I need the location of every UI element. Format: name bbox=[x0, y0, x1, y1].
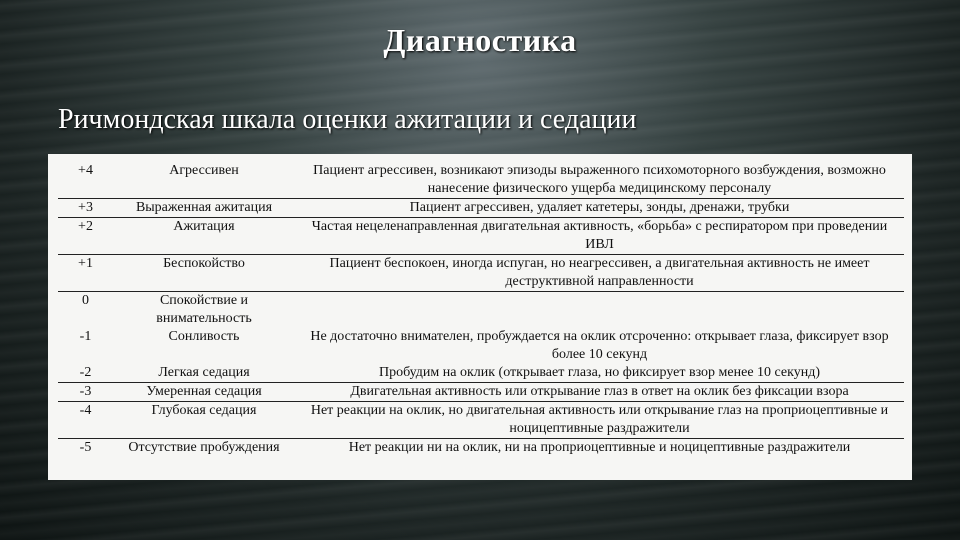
score-cell: -2 bbox=[58, 364, 113, 383]
score-cell: 0 bbox=[82, 293, 89, 308]
term-cell: Агрессивен bbox=[113, 162, 295, 199]
table-row bbox=[58, 439, 904, 458]
term-cell: Глубокая седация bbox=[113, 402, 295, 439]
description-cell: Пациент агрессивен, удаляет катетеры, зонды, дренажи, трубки bbox=[295, 199, 904, 218]
score-cell: +1 bbox=[58, 255, 113, 292]
term-cell: Сонливость bbox=[168, 329, 240, 344]
score-cell: -5 bbox=[79, 440, 92, 455]
description-cell: Пациент агрессивен, возникают эпизоды выраженного психомоторного возбуждения, возможно нанесение физического ущерба медицинскому персоналу bbox=[295, 162, 904, 199]
description-cell: Пациент беспокоен, иногда испуган, но неагрессивен, а двигательная активность не имеет деструктивной направленности bbox=[295, 255, 904, 292]
description-cell: Не достаточно внимателен, пробуждается на оклик отсроченно: открывает глаза, фиксирует взор более 10 секунд bbox=[310, 329, 889, 362]
description-cell: Нет реакции ни на оклик, ни на проприоцептивные и ноцицептивные раздражители bbox=[348, 440, 851, 455]
score-cell: +4 bbox=[58, 162, 113, 199]
description-cell: Пробудим на оклик (открывает глаза, но фиксирует взор менее 10 секунд) bbox=[295, 364, 904, 383]
term-cell: Умеренная седация bbox=[113, 383, 295, 402]
slide-subtitle: Ричмондская шкала оценки ажитации и седации bbox=[58, 104, 637, 135]
score-cell: -1 bbox=[79, 329, 92, 344]
table-row bbox=[58, 328, 904, 364]
score-cell: -4 bbox=[58, 402, 113, 439]
table-row bbox=[58, 292, 904, 329]
term-cell: Выраженная ажитация bbox=[113, 199, 295, 218]
term-cell: Спокойствие и внимательность bbox=[156, 293, 252, 326]
table-row bbox=[58, 162, 904, 199]
term-cell: Отсутствие пробуждения bbox=[128, 440, 280, 455]
term-cell: Легкая седация bbox=[113, 364, 295, 383]
score-cell: +2 bbox=[58, 218, 113, 255]
score-cell: -3 bbox=[58, 383, 113, 402]
table-row bbox=[58, 402, 904, 439]
table-row bbox=[58, 199, 904, 218]
table-row bbox=[58, 364, 904, 383]
term-cell: Ажитация bbox=[113, 218, 295, 255]
table-row bbox=[58, 218, 904, 255]
description-cell bbox=[295, 292, 904, 329]
description-cell: Двигательная активность или открывание глаз в ответ на оклик без фиксации взора bbox=[295, 383, 904, 402]
table-row bbox=[58, 255, 904, 292]
score-cell: +3 bbox=[58, 199, 113, 218]
description-cell: Нет реакции на оклик, но двигательная активность или открывание глаз на проприоцептивные и ноцицептивные раздражители bbox=[295, 402, 904, 439]
table-row bbox=[58, 383, 904, 402]
rass-table bbox=[58, 162, 904, 457]
description-cell: Частая нецеленаправленная двигательная активность, «борьба» с респиратором при проведении ИВЛ bbox=[295, 218, 904, 255]
slide-title: Диагностика bbox=[383, 22, 577, 58]
rass-table-panel bbox=[48, 154, 912, 480]
term-cell: Беспокойство bbox=[113, 255, 295, 292]
